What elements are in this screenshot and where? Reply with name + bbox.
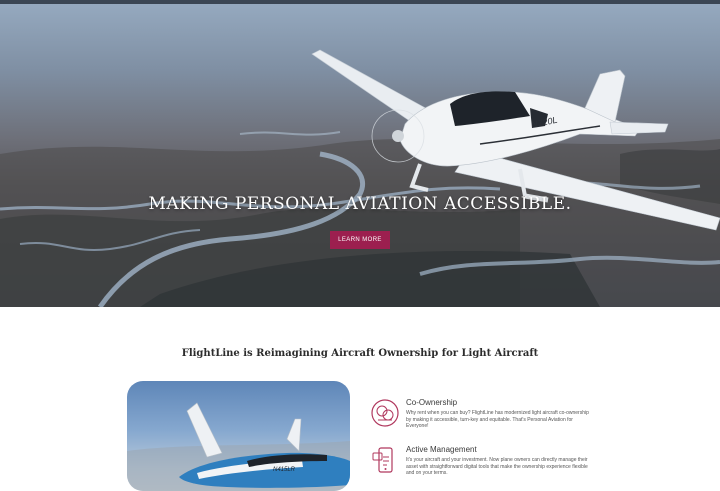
feature-title: Co-Ownership xyxy=(406,398,458,407)
feature-text: Why rent when you can buy? FlightLine has modernized light aircraft co-ownership by making it accessible, turn-key and equitable. That's Personal Aviation for Everyone! xyxy=(406,410,589,430)
hero-banner xyxy=(0,4,720,307)
aircraft-showcase-image xyxy=(127,381,350,491)
hero-aircraft-tail-number: N720L xyxy=(530,114,559,130)
showcase-aircraft xyxy=(127,381,350,491)
feature-title: Active Management xyxy=(406,445,477,454)
mobile-app-icon xyxy=(370,445,400,475)
hero-title: MAKING PERSONAL AVIATION ACCESSIBLE. xyxy=(148,194,572,214)
hero-aerial-plane-image xyxy=(0,4,720,307)
coins-icon xyxy=(370,398,400,428)
showcase-aircraft-tail-number: N415LR xyxy=(273,467,296,473)
feature-text: It's your aircraft and your investment. Now plane owners can directly manage their asset with straightforward digital tools that make the ownership experience flexible and on your terms. xyxy=(406,457,588,477)
learn-more-button[interactable]: LEARN MORE xyxy=(330,231,390,249)
section-title: FlightLine is Reimagining Aircraft Ownership for Light Aircraft xyxy=(181,348,539,359)
